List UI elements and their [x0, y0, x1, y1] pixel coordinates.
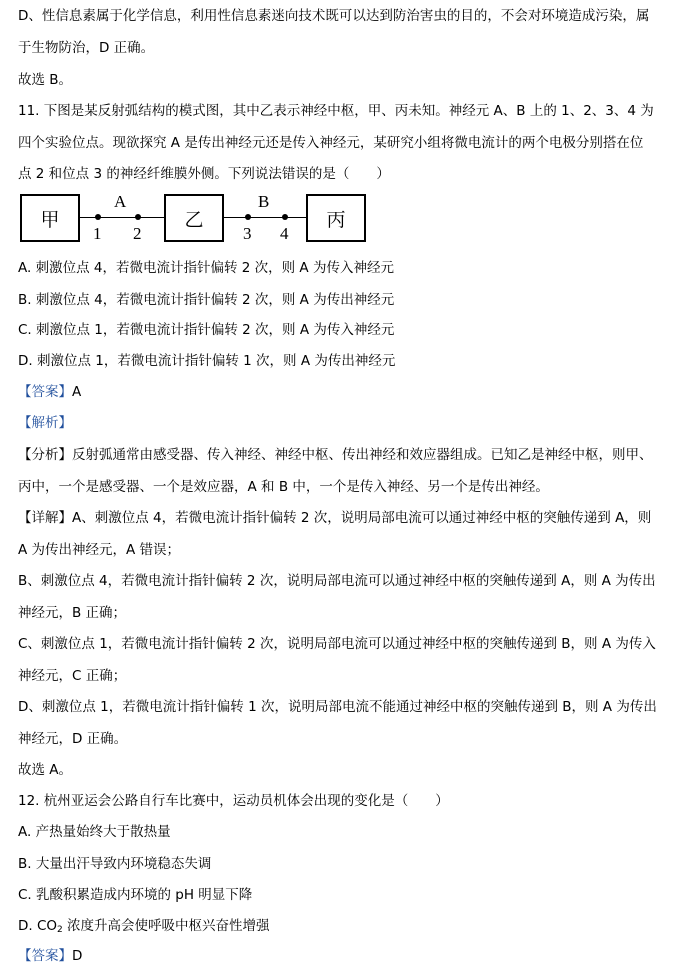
label-b: B [258, 192, 270, 211]
answer-line [18, 382, 81, 402]
label-site-1: 1 [93, 224, 102, 243]
text-line: 于生物防治，D 正确。 [18, 40, 155, 56]
q12-option-d: D. $CO_2$ 浓度升高会使呼吸中枢兴奋性增强 [18, 918, 270, 935]
option-a: A. 刺激位点 4，若微电流计指针偏转 2 次，则 A 为传入神经元 [18, 260, 394, 276]
neuron-a-line [80, 217, 164, 218]
text-line: D、性信息素属于化学信息，利用性信息素迷向技术既可以达到防治害虫的目的，不会对环境造成污染，属 [18, 8, 650, 24]
q12-option-b: B. 大量出汗导致内环境稳态失调 [18, 856, 212, 872]
xiangjie-line: 【详解】A、刺激位点 4，若微电流计指针偏转 2 次，说明局部电流可以通过神经中枢的突触传递到 A，则 [18, 510, 652, 526]
site-dot-4 [282, 214, 288, 220]
site-dot-1 [95, 214, 101, 220]
conclusion: 故选 A。 [18, 762, 73, 778]
label-a: A [114, 192, 127, 211]
text-line: C、刺激位点 1，若微电流计指针偏转 2 次，说明局部电流可以通过神经中枢的突触传递到 B，则 A 为传入 [18, 636, 656, 652]
analysis-tag: 【解析】 [18, 415, 72, 431]
text-line: 神经元，D 正确。 [18, 731, 128, 747]
reflex-arc-diagram [20, 194, 366, 248]
label-site-3: 3 [243, 224, 252, 243]
option-d: D. 刺激位点 1，若微电流计指针偏转 1 次，则 A 为传出神经元 [18, 353, 396, 369]
text-line: 丙中，一个是感受器、一个是效应器，A 和 B 中，一个是传入神经、另一个是传出神经。 [18, 479, 549, 495]
box-bing: 丙 [306, 194, 366, 242]
fenxi-line: 【分析】反射弧通常由感受器、传入神经、神经中枢、传出神经和效应器组成。已知乙是神经中枢，则甲、 [18, 447, 653, 463]
answer-tag: 【答案】 [18, 948, 72, 964]
question-11-stem: 四个实验位点。现欲探究 A 是传出神经元还是传入神经元，某研究小组将微电流计的两个电极分别搭在位 [18, 135, 644, 151]
xiangjie-tag: 【详解】 [18, 510, 72, 526]
question-11-stem: 点 2 和位点 3 的神经纤维膜外侧。下列说法错误的是（ ） [18, 166, 390, 182]
answer-value: D [72, 948, 83, 964]
site-dot-2 [135, 214, 141, 220]
question-12-stem: 12. 杭州亚运会公路自行车比赛中，运动员机体会出现的变化是（ ） [18, 793, 449, 809]
text-line: B、刺激位点 4，若微电流计指针偏转 2 次，说明局部电流可以通过神经中枢的突触传递到 A，则 A 为传出 [18, 573, 656, 589]
q12-option-c: C. 乳酸积累造成内环境的 pH 明显下降 [18, 887, 253, 903]
option-b: B. 刺激位点 4，若微电流计指针偏转 2 次，则 A 为传出神经元 [18, 292, 395, 308]
text-line: 神经元，C 正确； [18, 668, 127, 684]
box-jia: 甲 [20, 194, 80, 242]
label-site-2: 2 [133, 224, 142, 243]
fenxi-tag: 【分析】 [18, 447, 72, 463]
site-dot-3 [245, 214, 251, 220]
text-line: D、刺激位点 1，若微电流计指针偏转 1 次，说明局部电流不能通过神经中枢的突触传递到 B，则 A 为传出 [18, 699, 657, 715]
q12-answer-line [18, 946, 82, 966]
option-c: C. 刺激位点 1，若微电流计指针偏转 2 次，则 A 为传入神经元 [18, 322, 395, 338]
text-line: 故选 B。 [18, 72, 73, 88]
box-yi: 乙 [164, 194, 224, 242]
text-line: A 为传出神经元，A 错误； [18, 542, 181, 558]
label-site-4: 4 [280, 224, 289, 243]
question-11-stem: 11. 下图是某反射弧结构的模式图，其中乙表示神经中枢，甲、丙未知。神经元 A、B 上的 1、2、3、4 为 [18, 103, 654, 119]
q12-option-a: A. 产热量始终大于散热量 [18, 824, 171, 840]
text-line: 神经元，B 正确； [18, 605, 127, 621]
answer-value: A [72, 384, 82, 400]
answer-tag: 【答案】 [18, 384, 72, 400]
neuron-b-line [224, 217, 306, 218]
